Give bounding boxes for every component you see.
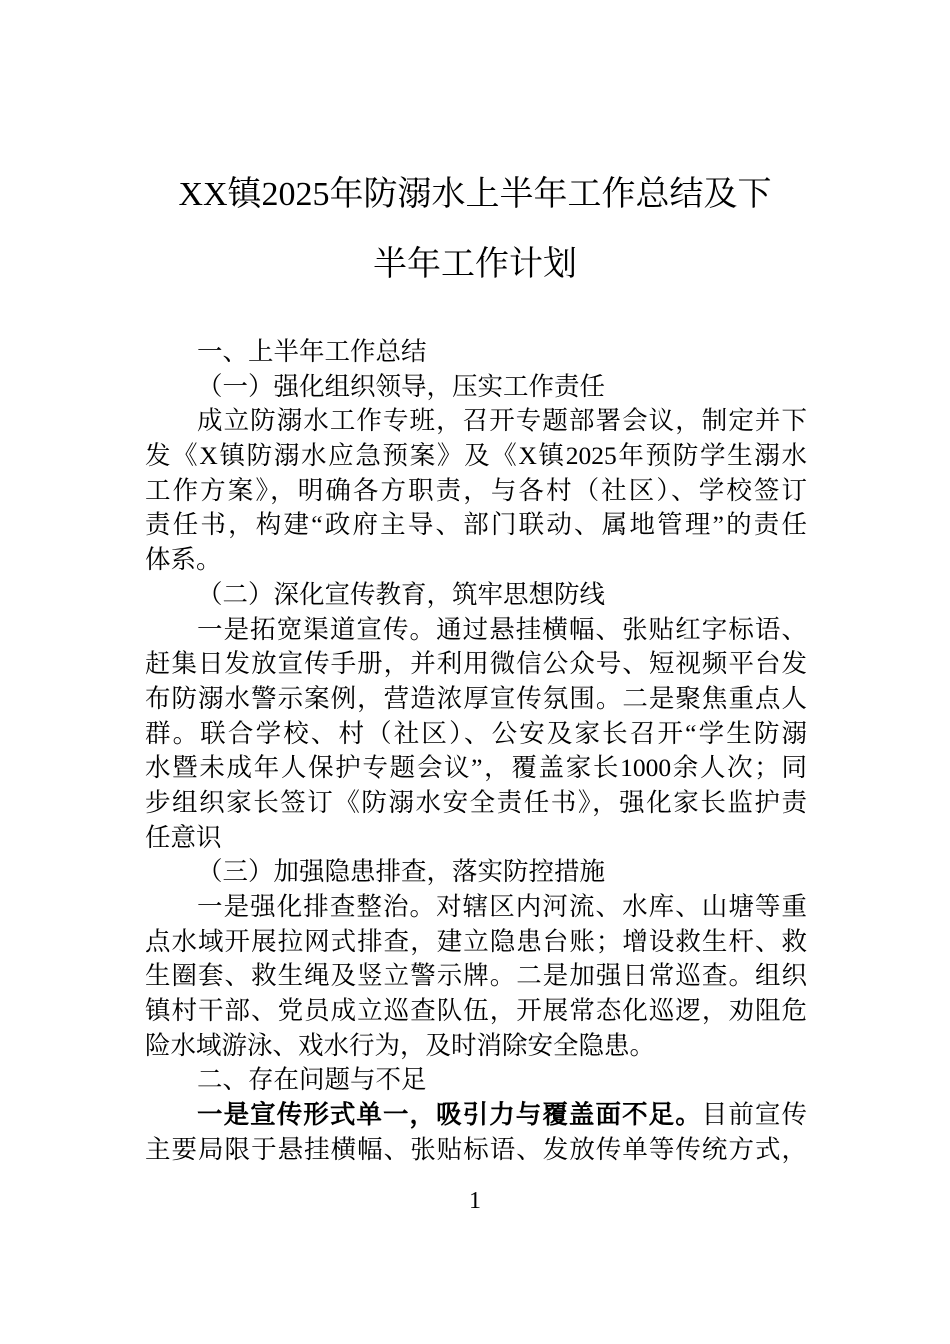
document-body (145, 335, 807, 1168)
paragraph-line: 赶集日发放宣传手册，并利用微信公众号、短视频平台发 (145, 649, 807, 679)
paragraph-line: 群。联合学校、村（社区）、公安及家长召开“学生防溺 (145, 718, 807, 748)
paragraph-line: 成立防溺水工作专班，召开专题部署会议，制定并下 (197, 406, 807, 436)
section-heading: （一）强化组织领导，压实工作责任 (197, 371, 606, 401)
paragraph-line: 主要局限于悬挂横幅、张贴标语、发放传单等传统方式， (145, 1134, 807, 1164)
paragraph-line: 工作方案》，明确各方职责，与各村（社区）、学校签订 (145, 475, 807, 505)
page-number: 1 (469, 1188, 481, 1214)
section-heading: （二）深化宣传教育，筑牢思想防线 (197, 579, 606, 609)
section-heading: 一、上半年工作总结 (197, 337, 427, 366)
paragraph-line: 险水域游泳、戏水行为，及时消除安全隐患。 (145, 1030, 656, 1060)
paragraph-line: 发《X镇防溺水应急预案》及《X镇2025年预防学生溺水 (145, 441, 807, 471)
paragraph-text: 目前宣传 (701, 1100, 807, 1130)
paragraph-line: 生圈套、救生绳及竖立警示牌。二是加强日常巡查。组织 (145, 961, 807, 991)
document-title-line-2: 半年工作计划 (373, 246, 577, 283)
paragraph-line: 点水域开展拉网式排查，建立隐患台账；增设救生杆、救 (145, 926, 807, 956)
paragraph-line: 布防溺水警示案例，营造浓厚宣传氛围。二是聚焦重点人 (145, 683, 807, 713)
paragraph-line: 责任书，构建“政府主导、部门联动、属地管理”的责任 (145, 510, 807, 540)
paragraph-line: 任意识 (145, 822, 222, 852)
section-heading: 二、存在问题与不足 (197, 1065, 427, 1095)
paragraph-line: 水暨未成年人保护专题会议”，覆盖家长1000余人次；同 (145, 753, 807, 783)
paragraph-line (145, 1098, 807, 1133)
paragraph-line: 镇村干部、党员成立巡查队伍，开展常态化巡逻，劝阻危 (145, 996, 807, 1026)
paragraph-line: 一是强化排查整治。对辖区内河流、水库、山塘等重 (197, 892, 807, 921)
bold-lead-sentence: 一是宣传形式单一，吸引力与覆盖面不足。 (197, 1100, 702, 1130)
paragraph-line: 体系。 (145, 545, 222, 575)
paragraph-line: 一是拓宽渠道宣传。通过悬挂横幅、张贴红字标语、 (197, 614, 807, 644)
document-title-line-1: XX镇2025年防溺水上半年工作总结及下 (178, 176, 772, 213)
section-heading: （三）加强隐患排查，落实防控措施 (197, 857, 606, 887)
paragraph-line: 步组织家长签订《防溺水安全责任书》，强化家长监护责 (145, 787, 807, 817)
